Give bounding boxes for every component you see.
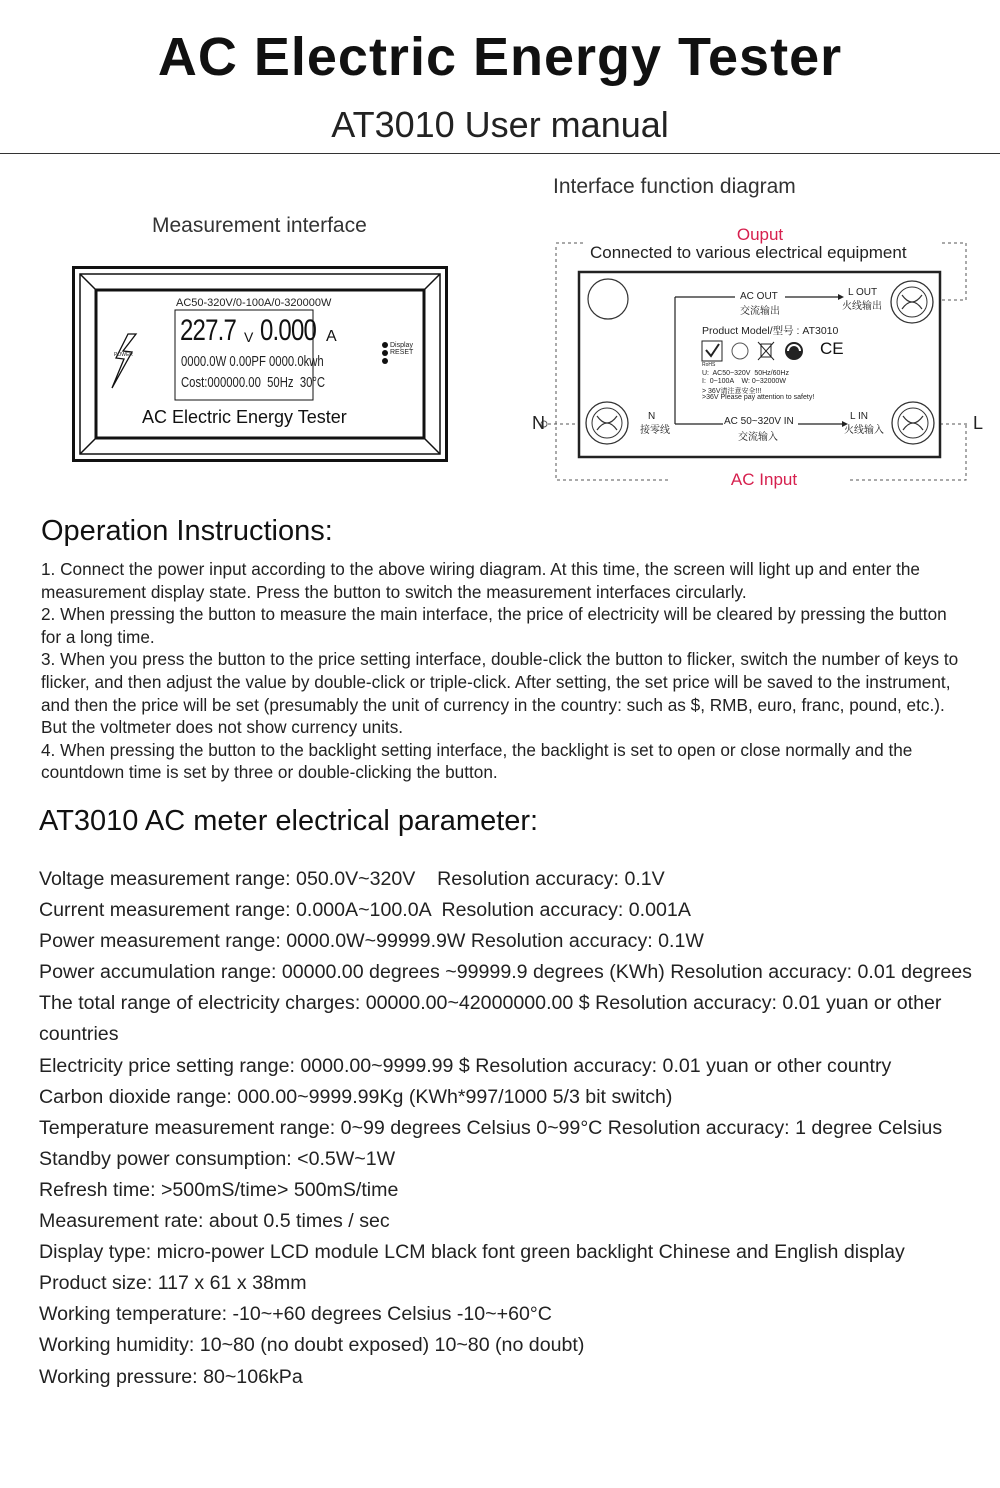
n-small-label: N	[648, 411, 656, 422]
power-label: POWER	[114, 352, 133, 358]
n-terminal-label: N	[532, 413, 545, 433]
l-in-label: L IN	[850, 411, 868, 422]
operation-item: 3. When you press the button to the price setting interface, double-click the button to flicker, switch the number of keys to flicker, and then adjust the value by double-click or triple-click. After setting, the set price will be saved to the instrument, and then the price will be set (presumably the unit of currency in the country: such as $, RMB, euro, franc, pound, etc.). But the voltmeter does not show currency units.	[41, 649, 959, 738]
operation-item: 1. Connect the power input according to the above wiring diagram. At this time, the screen will light up and enter the measurement display state. Press the button to switch the measurement interfaces circularly.	[41, 559, 920, 602]
l-in-cn-label: 火线输入	[844, 425, 884, 436]
measurement-interface-caption: Measurement interface	[152, 214, 367, 237]
n-cn-label: 接零线	[640, 425, 670, 436]
output-label: Ouput	[736, 225, 784, 244]
output-description: Connected to various electrical equipment	[590, 243, 907, 262]
lcd-main-reading	[180, 314, 250, 348]
lcd-spec-line: AC50-320V/0-100A/0-320000W	[176, 297, 332, 309]
wiring-diagram	[530, 225, 990, 495]
reset-label: RESET	[390, 349, 414, 356]
parameter-item: Product size: 117 x 61 x 38mm	[39, 1272, 307, 1295]
parameter-item: Electricity price setting range: 0000.00~9999.99 $ Resolution accuracy: 0.01 yuan or other country	[39, 1054, 892, 1077]
terminal-n-icon	[586, 402, 628, 444]
interface-diagram-caption: Interface function diagram	[553, 175, 796, 198]
lcd-voltage: 227.7	[180, 314, 237, 347]
parameter-item: Refresh time: >500mS/time> 500mS/time	[39, 1178, 399, 1201]
mounting-hole	[588, 279, 628, 319]
spec-warning-cn: > 36V请注意安全!!!	[702, 388, 762, 395]
reset-button-dot	[382, 350, 388, 356]
parameter-item: Working humidity: 10~80 (no doubt exposed) 10~80 (no doubt)	[39, 1334, 585, 1357]
lcd-current-unit: A	[326, 328, 337, 345]
display-label: Display	[390, 342, 413, 349]
parameter-item: Power measurement range: 0000.0W~99999.9W Resolution accuracy: 0.1W	[39, 930, 704, 953]
operation-item: 2. When pressing the button to measure the main interface, the price of electricity will be cleared by pressing the button for a long time.	[41, 604, 947, 647]
operation-list	[41, 558, 971, 784]
terminal-l-in-icon	[892, 402, 934, 444]
parameter-item: Carbon dioxide range: 000.00~9999.99Kg (KWh*997/1000 5/3 bit switch)	[39, 1085, 673, 1108]
rohs-label: RoHS	[702, 362, 716, 368]
ac-in-label: AC 50~320V IN	[724, 416, 794, 427]
interface-diagram-figure	[530, 225, 990, 495]
parameters-list	[39, 864, 979, 1393]
l-out-label: L OUT	[848, 287, 878, 298]
parameter-item: Power accumulation range: 00000.00 degrees ~99999.9 degrees (KWh) Resolution accuracy: 0.01 degrees	[39, 961, 972, 984]
parameter-item: Standby power consumption: <0.5W~1W	[39, 1147, 396, 1170]
green-dot-icon	[785, 342, 803, 360]
parameter-item: Display type: micro-power LCD module LCM black font green backlight Chinese and English display	[39, 1241, 905, 1264]
product-model: Product Model/型号 : AT3010	[702, 325, 839, 337]
lcd-line-power: 0000.0W 0.00PF 0000.0kwh	[181, 354, 324, 370]
ac-in-cn-label: 交流输入	[738, 432, 778, 443]
parameters-heading: AT3010 AC meter electrical parameter:	[39, 805, 539, 837]
spec-warning-en: >36V Please pay attention to safety!	[702, 394, 815, 401]
ce-mark: CE	[820, 339, 844, 358]
l-out-cn-label: 火线输出	[842, 301, 882, 312]
parameter-item: Measurement rate: about 0.5 times / sec	[39, 1210, 390, 1233]
operation-item: 4. When pressing the button to the backlight setting interface, the backlight is set to open or close normally and the countdown time is set by three or double-clicking the button.	[41, 739, 913, 783]
display-button-dot	[382, 342, 388, 348]
terminal-l-out-icon	[891, 281, 933, 323]
parameter-item: Current measurement range: 0.000A~100.0A Resolution accuracy: 0.001A	[39, 899, 691, 922]
lcd-voltage-unit: V	[244, 329, 254, 345]
button-dot	[382, 358, 388, 364]
page-subtitle: AT3010 User manual	[331, 104, 669, 145]
lcd-panel-title: AC Electric Energy Tester	[142, 407, 347, 427]
parameter-item: Working pressure: 80~106kPa	[39, 1365, 303, 1388]
lcd-line-cost: Cost:000000.00 50Hz 30°C	[181, 375, 326, 391]
parameter-item: The total range of electricity charges: 00000.00~42000000.00 $ Resolution accuracy: 0.01 yuan or other countries	[39, 992, 942, 1046]
ac-out-cn-label: 交流输出	[740, 306, 780, 317]
header-divider	[0, 153, 1000, 154]
spec-current: I: 0~100A W: 0~32000W	[702, 378, 786, 385]
l-terminal-label: L	[973, 413, 984, 433]
parameter-item: Voltage measurement range: 050.0V~320V Resolution accuracy: 0.1V	[39, 868, 665, 890]
spec-voltage: U: AC50~320V 50Hz/60Hz	[702, 370, 789, 377]
parameter-item: Temperature measurement range: 0~99 degrees Celsius 0~99°C Resolution accuracy: 1 degree Celsius	[39, 1116, 943, 1139]
page-title: AC Electric Energy Tester	[157, 27, 843, 87]
parameter-item: Working temperature: -10~+60 degrees Celsius -10~+60°C	[39, 1303, 552, 1326]
lcd-panel-figure	[72, 266, 448, 462]
ac-input-label: AC Input	[730, 470, 798, 489]
operation-heading: Operation Instructions:	[41, 515, 333, 547]
ac-out-label: AC OUT	[740, 291, 778, 302]
lcd-current: 0.000	[260, 314, 317, 347]
